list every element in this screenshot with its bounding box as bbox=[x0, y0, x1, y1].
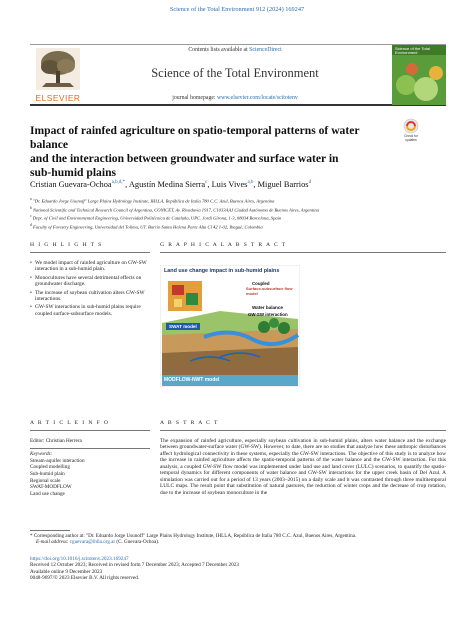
article-info-rule bbox=[30, 430, 150, 431]
affiliation-text: "Dr. Eduardo Jorge Usunoff" Large Plains Hydrology Institute, IHLLA, República de Italia 780 C.C. Azul, Buenos Aires, Argentina bbox=[32, 198, 275, 204]
elsevier-logo[interactable] bbox=[30, 45, 86, 105]
copyright-line: 0048-9697/© 2023 Elsevier B.V. All rights reserved. bbox=[30, 575, 140, 582]
author-separator: , bbox=[125, 180, 129, 189]
homepage-prefix: journal homepage: bbox=[172, 95, 217, 101]
title-line: Impact of rainfed agriculture on spatio-temporal patterns of water balance bbox=[30, 124, 360, 151]
contents-prefix: Contents lists available at bbox=[188, 47, 250, 53]
journal-title: Science of the Total Environment bbox=[151, 66, 319, 80]
graphical-abstract-heading: G R A P H I C A L A B S T R A C T bbox=[160, 242, 287, 248]
affiliation-text: Faculty of Forestry Engineering, Universidad del Tolima, UT. Barrio Santa Helena Parte Alta Cl 42 1-02, Ibagué, Colombia bbox=[32, 224, 263, 230]
article-metadata-footer bbox=[30, 556, 446, 582]
graphical-abstract-image[interactable] bbox=[160, 265, 300, 387]
footnote-email-line bbox=[30, 539, 446, 545]
highlights-list bbox=[30, 260, 150, 319]
affiliation-letter: a bbox=[30, 197, 32, 201]
keyword-item: Sub-humid plain bbox=[30, 470, 65, 477]
editor-rule bbox=[30, 448, 150, 449]
article-info-block bbox=[30, 438, 140, 497]
highlights-heading: H I G H L I G H T S bbox=[30, 242, 103, 248]
footnote-rule bbox=[30, 530, 70, 531]
affiliation-item bbox=[30, 196, 446, 205]
check-for-updates-badge[interactable] bbox=[400, 118, 422, 142]
footnote-text: * Corresponding author at: "Dr. Eduardo Jorge Usunoff" Large Plains Hydrology Institute, IHLLA, República de Italia 780 C.C. Azul, Buenos Aires, Argentina. bbox=[30, 533, 357, 539]
affiliation-item bbox=[30, 222, 446, 231]
editor-line: Editor: Christian Herrera bbox=[30, 438, 82, 444]
author-separator: , bbox=[207, 180, 212, 189]
affiliation-letter: b bbox=[30, 205, 32, 210]
email-suffix: (C. Guevara-Ochoa). bbox=[115, 539, 160, 546]
affiliation-item bbox=[30, 205, 446, 214]
affiliation-text: Dept. of Civil and Environmental Engineering, Universidad Politécnica de Cataluña, UPC. Jordi Girona, 1-3, 08034 Barcelona, Spain bbox=[32, 215, 282, 221]
graphical-abstract-rule bbox=[160, 252, 446, 253]
journal-reference[interactable]: Science of the Total Environment 912 (2024) 169247 bbox=[169, 6, 305, 13]
abstract-rule bbox=[160, 430, 446, 431]
affiliation-list bbox=[30, 196, 446, 231]
affiliation-letter: c bbox=[30, 214, 32, 219]
email-label: E-mail address: bbox=[36, 539, 70, 546]
ga-modflow-label: MODFLOW-NWT model bbox=[164, 377, 220, 383]
author-affil-sup[interactable]: d bbox=[308, 180, 312, 186]
keyword-item: Land use change bbox=[30, 490, 65, 497]
sciencedirect-link[interactable]: ScienceDirect bbox=[249, 47, 282, 53]
doi-link[interactable]: https://doi.org/10.1016/j.scitotenv.2023.169247 bbox=[30, 556, 129, 562]
affiliation-text: National Scientific and Technical Research Council of Argentina, CONICET, Av. Rivadavia 1917, C1033AAJ Ciudad Autónoma de Buenos Aires, Argentina bbox=[32, 207, 319, 213]
ga-water-balance: Water balance bbox=[252, 305, 283, 310]
highlight-item: • GW-SW interactions in sub-humid plains require coupled surface-subsurface models. bbox=[30, 304, 150, 317]
cover-title: Science of the Total Environment bbox=[395, 46, 430, 56]
article-info-heading: A R T I C L E I N F O bbox=[30, 420, 110, 426]
keyword-item: Stream-aquifer interaction bbox=[30, 457, 85, 464]
keyword-item: Coupled modelling bbox=[30, 464, 70, 471]
keywords-label: Keywords: bbox=[30, 451, 53, 458]
corresponding-author-footnote bbox=[30, 533, 446, 546]
elsevier-wordmark: ELSEVIER bbox=[35, 93, 81, 103]
badge-line-2: updates bbox=[405, 138, 417, 142]
title-line: and the interaction between groundwater and surface water in bbox=[30, 152, 339, 165]
keyword-item: Regional scale bbox=[30, 477, 61, 484]
highlights-rule bbox=[30, 252, 150, 253]
author-name[interactable]: Luis Vives bbox=[211, 180, 248, 189]
author-name[interactable]: Miguel Barrios bbox=[257, 180, 309, 189]
affiliation-letter: d bbox=[30, 222, 32, 227]
ga-coupled-sub: Surface-subsurface flow model bbox=[246, 286, 293, 296]
journal-homepage-link[interactable]: www.elsevier.com/locate/scitotenv bbox=[217, 95, 298, 101]
author-affil-sup[interactable]: a,b bbox=[247, 180, 254, 186]
ga-coupled-label: Coupled bbox=[252, 281, 270, 286]
journal-homepage-line bbox=[100, 95, 370, 101]
author-affil-sup[interactable]: c bbox=[205, 180, 208, 186]
author-name[interactable]: Cristian Guevara-Ochoa bbox=[30, 180, 112, 189]
email-link[interactable]: cguevara@ihlla.org.ar bbox=[69, 539, 116, 546]
affiliation-item bbox=[30, 213, 446, 222]
online-date: Available online 9 December 2023 bbox=[30, 568, 103, 575]
highlight-item: • Monocultures have several detrimental effects on groundwater discharge. bbox=[30, 275, 150, 288]
author-name[interactable]: Agustín Medina Sierra bbox=[128, 180, 206, 189]
ga-swat-label: SWAT model bbox=[166, 323, 200, 330]
abstract-body: The expansion of rainfed agriculture, especially soybean cultivation in sub-humid plains, alters water balance and the exchange between groundwater-surface water (GW-SW). However, to date, there are no studies that analyze how these anthropic disturbances affect hydrological connectivity in these systems, especially the GW-SW interactions. The objective of this study is to analyze how the increase in rainfed agriculture affects the spatio-temporal patterns of the water balance and the GW-SW interaction. For this analysis, a coupled GW-SW flow model was implemented under land use and land cover (LULC) scenarios, to quantify the spatio-temporal dynamics for different components of water balance and GW-SW interactions for the upper creek basin of Del Azul. A simulation was carried out for a period of 13 years (2003–2015) on a daily scale and it was contrasted through three multitemporal LULC maps. The result point that substitution of natural pastures, the reduction of winter crops and the decrease of crop rotation, due to the increase of soybean monoculture in the bbox=[160, 438, 446, 496]
check-updates-icon bbox=[400, 118, 422, 134]
author-list bbox=[30, 180, 446, 189]
ga-gwsw: GW-SW interaction bbox=[248, 312, 288, 317]
author-affil-sup[interactable]: a,b,d,* bbox=[111, 180, 126, 186]
highlight-item: • We model impact of rainfed agriculture on GW-SW interaction in a sub-humid plain. bbox=[30, 260, 150, 273]
keyword-item: SWAT-MODFLOW bbox=[30, 484, 72, 491]
highlight-item: • The increase of soybean cultivation alters GW-SW interactions. bbox=[30, 290, 150, 303]
title-line: sub-humid plains bbox=[30, 166, 117, 179]
abstract-heading: A B S T R A C T bbox=[160, 420, 219, 426]
article-title bbox=[30, 124, 390, 180]
badge-line-1: Check for bbox=[404, 134, 418, 138]
journal-cover-thumbnail[interactable] bbox=[392, 45, 446, 105]
author-separator: , bbox=[253, 180, 258, 189]
ga-header: Land use change impact in sub-humid plains bbox=[164, 268, 280, 274]
received-dates: Received 12 October 2023; Received in revised form 7 December 2023; Accepted 7 December 2023 bbox=[30, 562, 239, 569]
contents-line bbox=[100, 47, 370, 53]
